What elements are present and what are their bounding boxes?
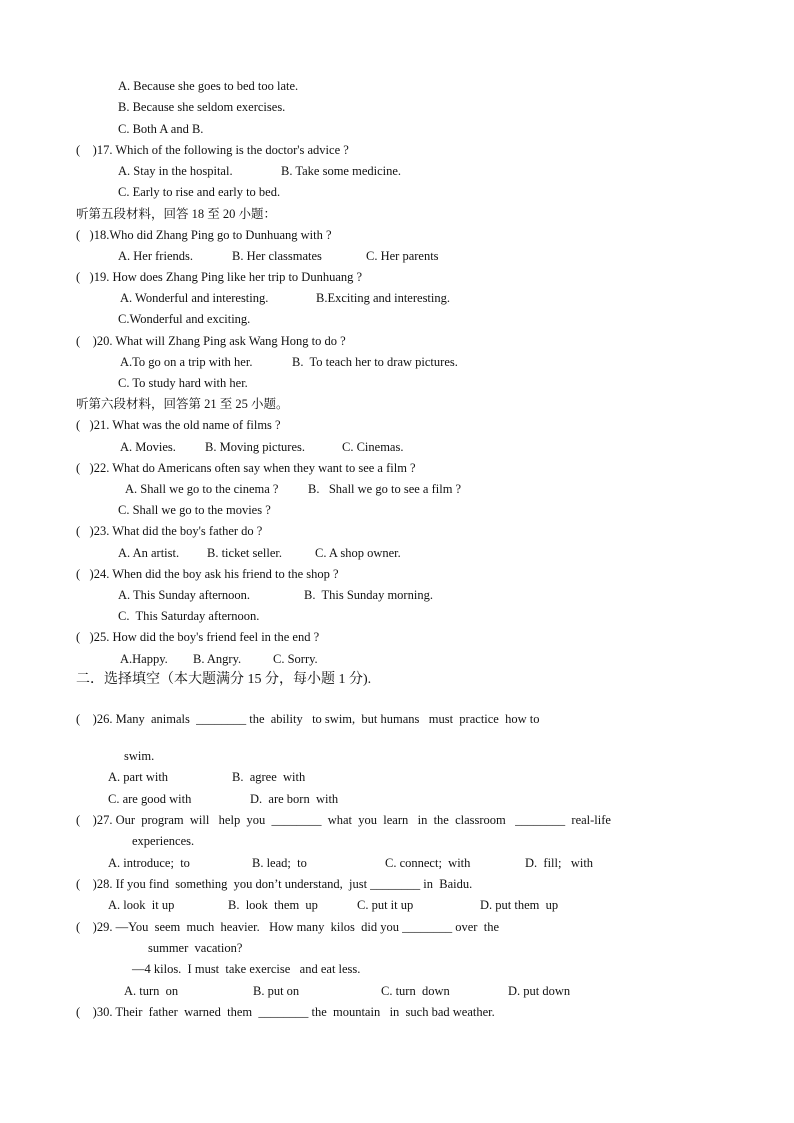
- section-heading-6: 听第六段材料，回答第 21 至 25 小题。: [76, 397, 289, 411]
- option-29c: C. turn down: [381, 984, 450, 998]
- option-27b: B. lead; to: [252, 856, 307, 870]
- option-25c: C. Sorry.: [273, 652, 318, 666]
- question-27: ( )27. Our program will help you ________ what you learn in the classroom ________ real-life: [76, 813, 611, 827]
- option-24a: A. This Sunday afternoon.: [118, 588, 251, 602]
- option-22a: A. Shall we go to the cinema ?: [125, 482, 279, 496]
- option-21a: A. Movies.: [120, 440, 176, 454]
- option-21b: B. Moving pictures.: [205, 440, 305, 454]
- question-18: ( )18.Who did Zhang Ping go to Dunhuang with ?: [76, 228, 332, 242]
- option-18a: A. Her friends.: [118, 249, 193, 263]
- option-27a: A. introduce; to: [108, 856, 190, 870]
- section-title-2: 二．选择填空（本大题满分 15 分，每小题 1 分).: [76, 672, 372, 687]
- question-29-answer: —4 kilos. I must take exercise and eat less.: [132, 962, 361, 976]
- question-19: ( )19. How does Zhang Ping like her trip to Dunhuang ?: [76, 270, 363, 284]
- question-23: ( )23. What did the boy's father do ?: [76, 524, 263, 538]
- option-21c: C. Cinemas.: [342, 440, 404, 454]
- option-19b: B.Exciting and interesting.: [316, 291, 451, 305]
- option-27c: C. connect; with: [385, 856, 471, 870]
- question-26: ( )26. Many animals ________ the ability to swim, but humans must practice how to: [76, 712, 540, 726]
- question-27-continued: experiences.: [132, 834, 195, 848]
- option-29b: B. put on: [253, 984, 300, 998]
- option-19a: A. Wonderful and interesting.: [120, 291, 269, 305]
- option-20b: B. To teach her to draw pictures.: [292, 355, 458, 369]
- option-23c: C. A shop owner.: [315, 546, 401, 560]
- option-28b: B. look them up: [228, 898, 318, 912]
- option-26b: B. agree with: [232, 770, 306, 784]
- question-25: ( )25. How did the boy's friend feel in the end ?: [76, 630, 320, 644]
- question-30: ( )30. Their father warned them ________ the mountain in such bad weather.: [76, 1005, 495, 1019]
- question-28: ( )28. If you find something you don’t understand, just ________ in Baidu.: [76, 877, 473, 891]
- option-24c: C. This Saturday afternoon.: [118, 609, 260, 623]
- option-16b: B. Because she seldom exercises.: [118, 100, 286, 114]
- question-29: ( )29. —You seem much heavier. How many kilos did you ________ over the: [76, 920, 499, 934]
- option-23a: A. An artist.: [118, 546, 180, 560]
- option-22c: C. Shall we go to the movies ?: [118, 503, 271, 517]
- question-22: ( )22. What do Americans often say when they want to see a film ?: [76, 461, 416, 475]
- question-26-continued: swim.: [124, 749, 155, 763]
- option-18b: B. Her classmates: [232, 249, 322, 263]
- option-25b: B. Angry.: [193, 652, 242, 666]
- option-22b: B. Shall we go to see a film ?: [308, 482, 462, 496]
- option-20c: C. To study hard with her.: [118, 376, 248, 390]
- option-24b: B. This Sunday morning.: [304, 588, 433, 602]
- question-17: ( )17. Which of the following is the doctor's advice ?: [76, 143, 349, 157]
- question-29-continued: summer vacation?: [148, 941, 243, 955]
- option-26c: C. are good with: [108, 792, 192, 806]
- option-16c: C. Both A and B.: [118, 122, 204, 136]
- question-21: ( )21. What was the old name of films ?: [76, 418, 281, 432]
- option-29d: D. put down: [508, 984, 571, 998]
- option-19c: C.Wonderful and exciting.: [118, 312, 251, 326]
- option-18c: C. Her parents: [366, 249, 439, 263]
- option-23b: B. ticket seller.: [207, 546, 282, 560]
- option-28c: C. put it up: [357, 898, 414, 912]
- option-28d: D. put them up: [480, 898, 559, 912]
- option-17c: C. Early to rise and early to bed.: [118, 185, 281, 199]
- option-16a: A. Because she goes to bed too late.: [118, 79, 299, 93]
- option-25a: A.Happy.: [120, 652, 168, 666]
- option-26d: D. are born with: [250, 792, 339, 806]
- option-29a: A. turn on: [124, 984, 179, 998]
- option-17b: B. Take some medicine.: [281, 164, 402, 178]
- option-20a: A.To go on a trip with her.: [120, 355, 253, 369]
- question-20: ( )20. What will Zhang Ping ask Wang Hong to do ?: [76, 334, 346, 348]
- option-26a: A. part with: [108, 770, 169, 784]
- option-28a: A. look it up: [108, 898, 175, 912]
- option-17a: A. Stay in the hospital.: [118, 164, 233, 178]
- option-27d: D. fill; with: [525, 856, 594, 870]
- section-heading-5: 听第五段材料，回答 18 至 20 小题：: [76, 207, 277, 221]
- question-24: ( )24. When did the boy ask his friend to the shop ?: [76, 567, 339, 581]
